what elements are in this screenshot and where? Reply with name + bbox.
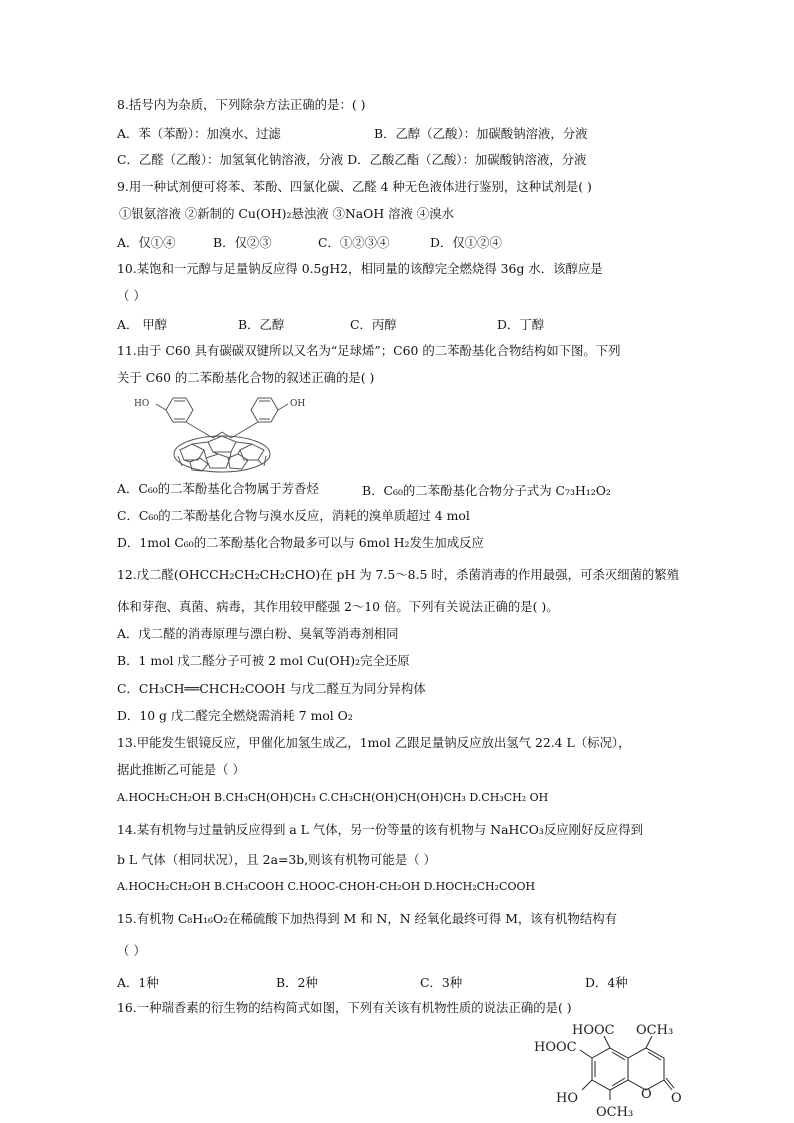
fig-hooc-top-label: HOOC xyxy=(572,1023,615,1038)
q8-option-cd: C．乙醛（乙酸）：加氢氧化钠溶液，分液 D．乙酸乙酯（乙酸）：加碳酸钠溶液，分液 xyxy=(117,152,587,167)
q15-stem: 15.有机物 C₈H₁₆O₂在稀硫酸下加热得到 M 和 N，N 经氧化最终可得 M，该有机物结构有 xyxy=(117,911,618,926)
daphnetin-derivative-structure-figure xyxy=(530,1018,700,1123)
q12-stem-line1: 12.戊二醛(OHCCH₂CH₂CH₂CHO)在 pH 为 7.5～8.5 时，杀菌消毒的作用最强，可杀灭细菌的繁殖 xyxy=(117,567,680,582)
q10-option-a: A． 甲醇 xyxy=(117,317,168,332)
q15-option-a: A．1种 xyxy=(117,975,159,990)
q9-option-b: B．仅②③ xyxy=(213,235,272,250)
q15-paren: （ ） xyxy=(117,943,146,958)
fig-carbonyl-oxygen-label: O xyxy=(671,1091,682,1106)
fig-hooc-left-label: HOOC xyxy=(534,1040,577,1055)
q9-option-d: D．仅①②④ xyxy=(430,235,502,250)
q9-reagents: ①银氨溶液 ②新制的 Cu(OH)₂悬浊液 ③NaOH 溶液 ④溴水 xyxy=(119,206,454,221)
q10-option-b: B．乙醇 xyxy=(238,317,285,332)
q10-stem: 10.某饱和一元醇与足量钠反应得 0.5gH2，相同量的该醇完全燃烧得 36g 水．该醇应是 xyxy=(117,261,603,276)
q12-option-a: A．戊二醛的消毒原理与漂白粉、臭氧等消毒剂相同 xyxy=(117,626,399,641)
q12-option-b: B．1 mol 戊二醛分子可被 2 mol Cu(OH)₂完全还原 xyxy=(117,653,410,668)
fig-ho-label: HO xyxy=(556,1091,578,1106)
q14-options: A.HOCH₂CH₂OH B.CH₃COOH C.HOOC-CHOH-CH₂OH D.HOCH₂CH₂COOH xyxy=(117,880,536,893)
fig-oh-label: OH xyxy=(290,399,306,409)
c60-diphenol-structure-figure xyxy=(118,392,338,474)
q8-option-a: A．苯（苯酚）：加溴水、过滤 xyxy=(117,126,281,141)
q14-stem-line1: 14.某有机物与过量钠反应得到 a L 气体，另一份等量的该有机物与 NaHCO₃反应刚好反应得到 xyxy=(117,822,643,837)
q15-option-d: D．4种 xyxy=(585,975,628,990)
q8-stem: 8.括号内为杂质，下列除杂方法正确的是：( ) xyxy=(117,97,366,112)
fig-och3-top-label: OCH₃ xyxy=(636,1023,674,1038)
fig-ring-oxygen-label: O xyxy=(641,1087,652,1102)
q15-option-b: B．2种 xyxy=(276,975,318,990)
q10-option-d: D．丁醇 xyxy=(497,317,545,332)
q12-stem-line2: 体和芽孢、真菌、病毒，其作用较甲醛强 2～10 倍。下列有关说法正确的是( )。 xyxy=(117,599,559,614)
q11-option-b: B．C₆₀的二苯酚基化合物分子式为 C₇₃H₁₂O₂ xyxy=(362,483,611,498)
q11-option-c: C．C₆₀的二苯酚基化合物与溴水反应，消耗的溴单质超过 4 mol xyxy=(117,508,470,523)
q13-stem-line1: 13.甲能发生银镜反应，甲催化加氢生成乙，1mol 乙跟足量钠反应放出氢气 22.4 L（标况）， xyxy=(117,735,631,750)
q11-option-d: D．1mol C₆₀的二苯酚基化合物最多可以与 6mol H₂发生加成反应 xyxy=(117,535,484,550)
q14-stem-line2: b L 气体（相同状况），且 2a=3b,则该有机物可能是（ ） xyxy=(117,852,436,867)
q11-stem-line2: 关于 C60 的二苯酚基化合物的叙述正确的是( ) xyxy=(117,370,375,385)
q15-option-c: C．3种 xyxy=(420,975,463,990)
q16-stem: 16.一种瑞香素的衍生物的结构简式如图，下列有关该有机物性质的说法正确的是( ) xyxy=(117,1000,572,1015)
fig-och3-bottom-label: OCH₃ xyxy=(596,1105,634,1120)
q13-stem-line2: 据此推断乙可能是（ ） xyxy=(117,762,245,777)
q11-option-a xyxy=(117,481,319,497)
q12-option-d: D．10 g 戊二醛完全燃烧需消耗 7 mol O₂ xyxy=(117,708,353,723)
q9-stem: 9.用一种试剂便可将苯、苯酚、四氯化碳、乙醛 4 种无色液体进行鉴别，这种试剂是( ) xyxy=(117,179,592,194)
q13-options: A.HOCH₂CH₂OH B.CH₃CH(OH)CH₃ C.CH₃CH(OH)CH(OH)CH₃ D.CH₃CH₂ OH xyxy=(117,791,549,804)
q11-option-a-text: A．C₆₀的二苯酚基化合物属于芳香烃 xyxy=(117,481,319,496)
q11-stem-line1: 11.由于 C60 具有碳碳双键所以又名为“足球烯”；C60 的二苯酚基化合物结构如下图。下列 xyxy=(117,343,621,358)
q9-option-a: A．仅①④ xyxy=(117,235,176,250)
q8-option-b: B．乙醇（乙酸）：加碳酸钠溶液，分液 xyxy=(374,126,588,141)
q9-option-c: C．①②③④ xyxy=(318,235,390,250)
q10-option-c: C．丙醇 xyxy=(350,317,397,332)
fig-ho-label: HO xyxy=(134,399,150,409)
q12-option-c: C．CH₃CH══CHCH₂COOH 与戊二醛互为同分异构体 xyxy=(117,681,426,696)
q10-paren: （ ） xyxy=(117,288,146,303)
